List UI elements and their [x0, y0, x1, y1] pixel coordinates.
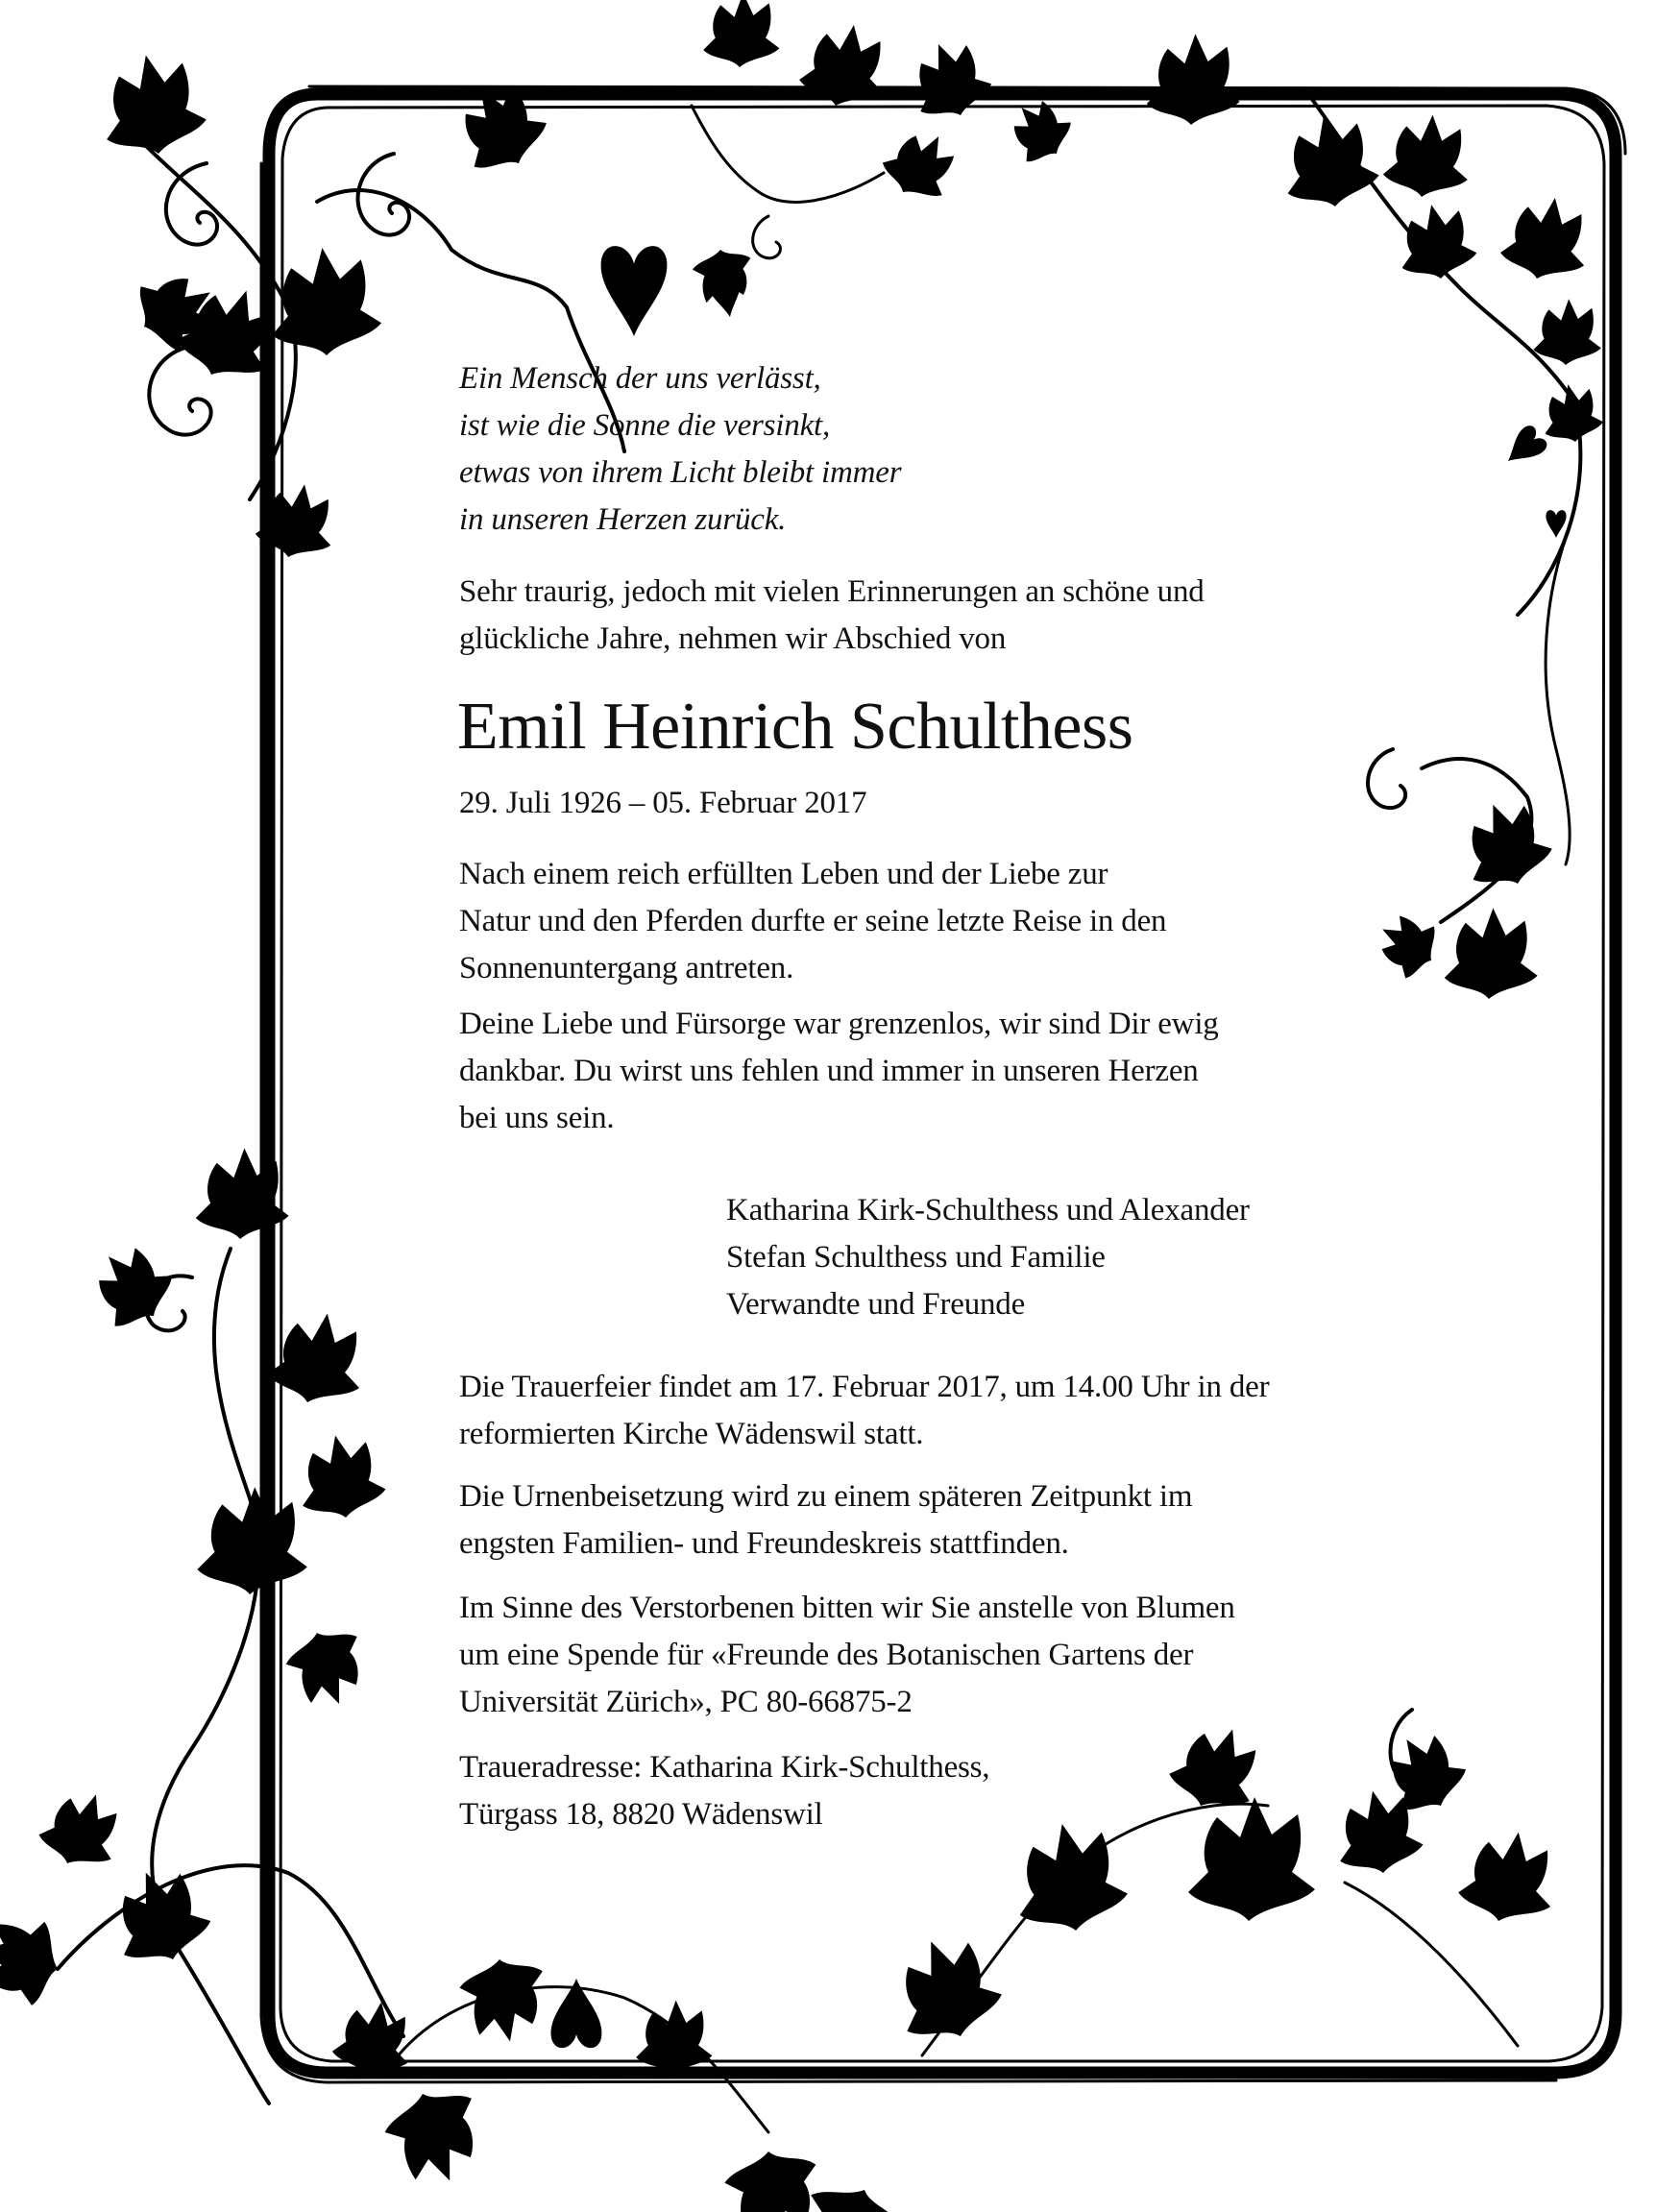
poem-line: ist wie die Sonne die versinkt,: [459, 408, 831, 443]
dates-text: 29. Juli 1926 – 05. Februar 2017: [459, 786, 867, 820]
text-line: Traueradresse: Katharina Kirk-Schulthess,: [459, 1750, 990, 1785]
memorial-poem: [459, 355, 901, 544]
mourning-address: [459, 1744, 989, 1838]
thanks-paragraph: [459, 1001, 1219, 1142]
text-line: glückliche Jahre, nehmen wir Abschied von: [459, 621, 1007, 656]
text-line: engsten Familien- und Freundeskreis stattfinden.: [459, 1526, 1069, 1561]
text-line: reformierten Kirche Wädenswil statt.: [459, 1417, 924, 1451]
life-paragraph: [459, 851, 1166, 992]
poem-line: in unseren Herzen zurück.: [459, 502, 787, 537]
donation-notice: [459, 1585, 1235, 1726]
mourner: Katharina Kirk-Schulthess und Alexander: [726, 1193, 1250, 1228]
text-line: bei uns sein.: [459, 1101, 615, 1135]
mourners-list: [726, 1187, 1250, 1328]
deceased-name: Emil Heinrich Schulthess: [457, 690, 1133, 764]
text-line: Sehr traurig, jedoch mit vielen Erinnerungen an schöne und: [459, 574, 1205, 609]
text-line: Die Urnenbeisetzung wird zu einem späteren Zeitpunkt im: [459, 1479, 1193, 1514]
intro-paragraph: [459, 569, 1205, 663]
text-line: Die Trauerfeier findet am 17. Februar 2017, um 14.00 Uhr in der: [459, 1370, 1270, 1404]
text-line: Im Sinne des Verstorbenen bitten wir Sie anstelle von Blumen: [459, 1591, 1235, 1625]
ceremony-notice: [459, 1364, 1269, 1458]
poem-line: Ein Mensch der uns verlässt,: [459, 361, 821, 396]
text-line: Sonnenuntergang antreten.: [459, 951, 794, 985]
text-line: Deine Liebe und Fürsorge war grenzenlos, wir sind Dir ewig: [459, 1007, 1219, 1041]
text-line: um eine Spende für «Freunde des Botanischen Gartens der: [459, 1638, 1194, 1672]
mourner: Stefan Schulthess und Familie: [726, 1240, 1106, 1275]
text-line: dankbar. Du wirst uns fehlen und immer in unseren Herzen: [459, 1054, 1199, 1088]
text-line: Nach einem reich erfüllten Leben und der Liebe zur: [459, 857, 1108, 891]
text-line: Natur und den Pferden durfte er seine letzte Reise in den: [459, 904, 1167, 938]
poem-line: etwas von ihrem Licht bleibt immer: [459, 455, 902, 490]
mourner: Verwandte und Freunde: [726, 1287, 1026, 1322]
life-dates: [459, 780, 866, 827]
urn-burial-notice: [459, 1473, 1192, 1568]
text-line: Universität Zürich», PC 80-66875-2: [459, 1685, 913, 1719]
text-line: Türgass 18, 8820 Wädenswil: [459, 1797, 823, 1832]
